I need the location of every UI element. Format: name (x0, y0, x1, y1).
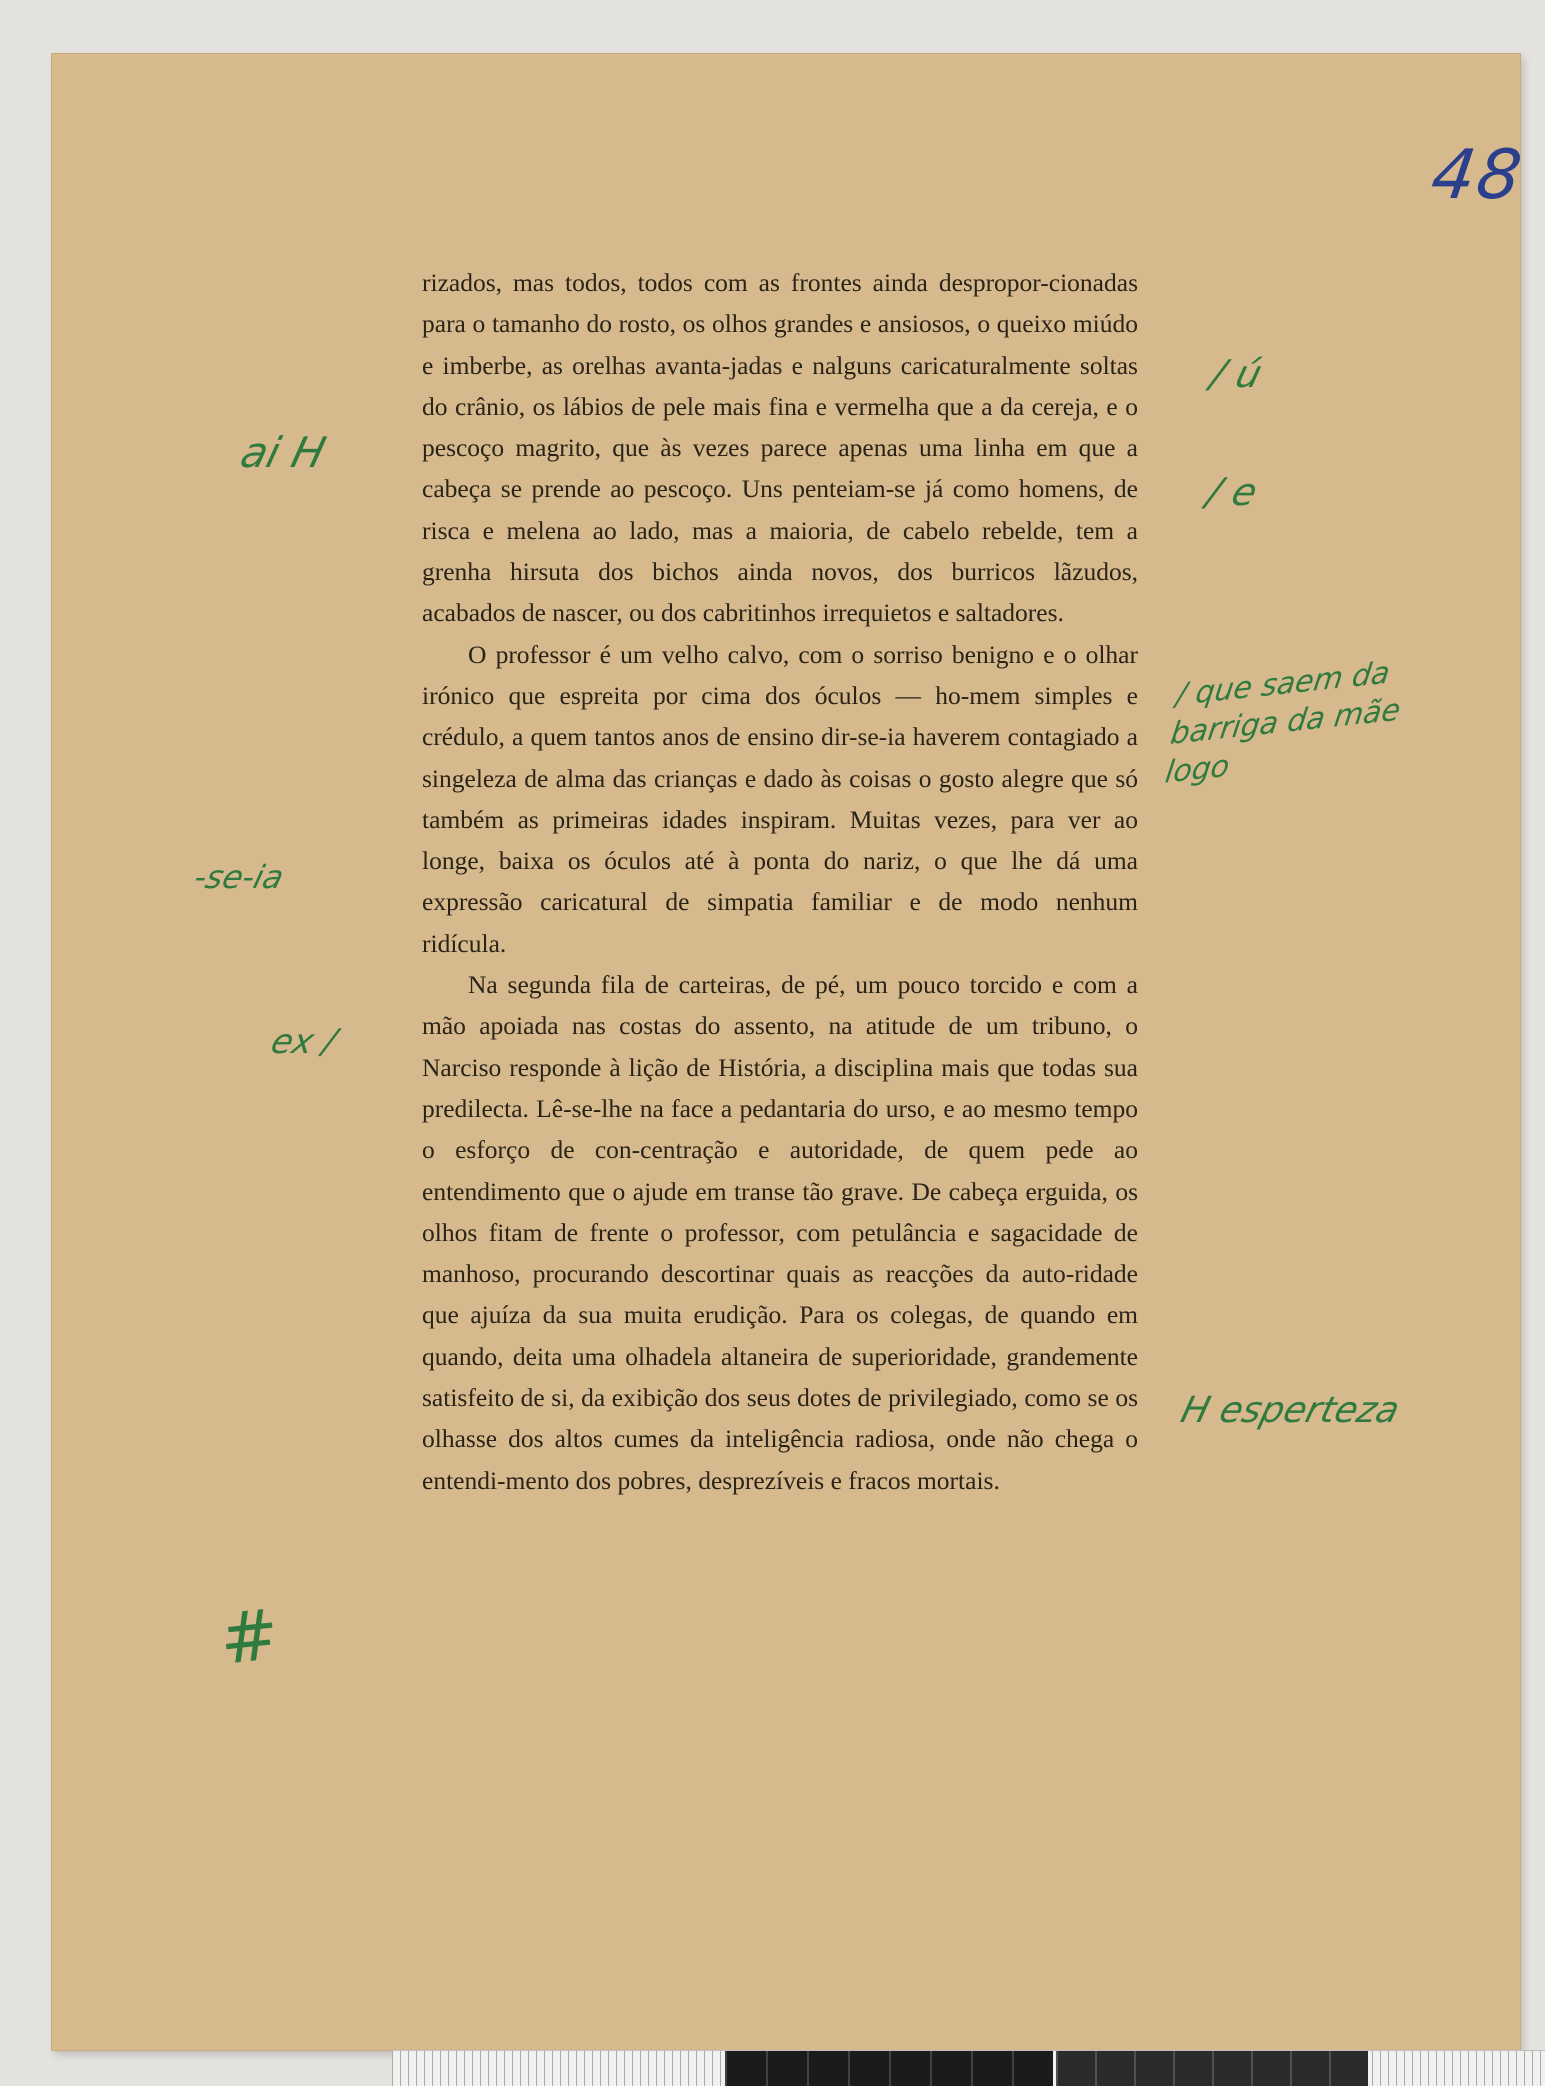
paragraph-3: Na segunda fila de carteiras, de pé, um pouco torcido e com a mão apoiada nas costas do assento, na atitude de um tribuno, o Narciso responde à lição de História, a disciplina mais que todas sua predilecta. Lê-se-lhe na face a pedantaria do urso, e ao mesmo tempo o esforço de con-centração e autoridade, de quem pede ao entendimento que o ajude em transe tão grave. De cabeça erguida, os olhos fitam de frente o professor, com petulância e sagacidade de manhoso, procurando descortinar quais as reacções da auto-ridade que ajuíza da sua muita erudição. Para os colegas, de quando em quando, deita uma olhadela altaneira de superioridade, grandemente satisfeito de si, da exibição dos seus dotes de privilegiado, como se os olhasse dos altos cumes da inteligência radiosa, onde não chega o entendi-mento dos pobres, desprezíveis e fracos mortais. (422, 970, 1138, 1495)
ruler-block-2-marks (1056, 2051, 1368, 2086)
margin-note-e: / e (1202, 470, 1262, 514)
margin-note-ex: ex / (267, 1022, 341, 1062)
margin-note-ai: ai H (235, 428, 331, 477)
typed-text-block (422, 262, 1138, 1501)
paragraph-1: rizados, mas todos, todos com as frontes ainda despropor-cionadas para o tamanho do rosto, os olhos grandes e ansiosos, o queixo miúdo e imberbe, as orelhas avanta-jadas e nalguns caricaturalmente soltas do crânio, os lábios de pele mais fina e vermelha que a da cereja, e o pescoço magrito, que às vezes parece apenas uma linha em que a cabeça se prende ao pescoço. Uns penteiam-se já como homens, de risca e melena ao lado, mas a maioria, de cabelo rebelde, tem a grenha hirsuta dos bichos ainda novos, dos burricos lãzudos, acabados de nascer, ou dos cabritinhos irrequietos e saltadores. (422, 268, 1138, 628)
margin-note-u: / ú (1206, 352, 1267, 396)
margin-note-esperteza: H esperteza (1176, 1390, 1404, 1431)
ruler-block-1-marks (725, 2051, 1053, 2086)
ruler-ticks-right (1372, 2051, 1545, 2086)
ruler-ticks-left (392, 2051, 722, 2086)
margin-note-hash: # (215, 1593, 283, 1681)
scale-ruler (392, 2050, 1545, 2086)
margin-note-que-saem: / que saem da barriga da mãe logo (1162, 655, 1403, 791)
page-number: 48 (1426, 136, 1529, 215)
margin-note-se-ia: -se-ia (190, 858, 288, 896)
paragraph-2: O professor é um velho calvo, com o sorriso benigno e o olhar irónico que espreita por cima dos óculos — ho-mem simples e crédulo, a quem tantos anos de ensino dir-se-ia haverem contagiado a singeleza de alma das crianças e dado às coisas o gosto alegre que só também as primeiras idades inspiram. Muitas vezes, para ver ao longe, baixa os óculos até à ponta do nariz, o que lhe dá uma expressão caricatural de simpatia familiar e de modo nenhum ridícula. (422, 639, 1138, 958)
